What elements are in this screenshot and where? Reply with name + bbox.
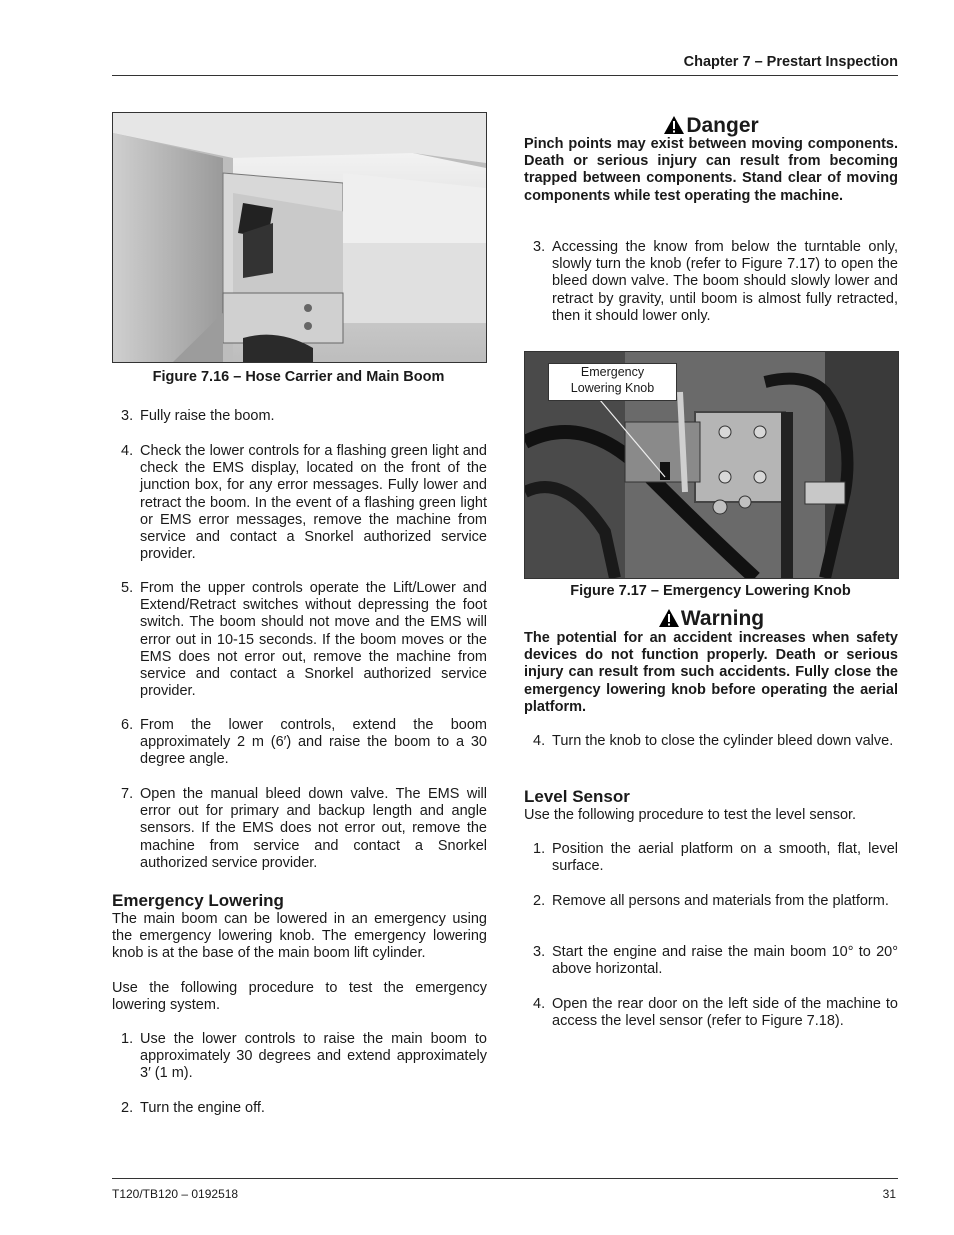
chapter-header: Chapter 7 – Prestart Inspection	[683, 54, 898, 70]
figure-7-16-photo	[112, 112, 487, 363]
warning-title: Warning	[524, 607, 898, 631]
warning-triangle-icon	[658, 608, 680, 628]
emergency-intro-2: Use the following procedure to test the emergency lowering system.	[112, 980, 487, 1014]
list-item: 4. Turn the knob to close the cylinder bleed down valve.	[533, 733, 894, 749]
warning-text: The potential for an accident increases when safety devices do not function properly. Death or serious injury can result from such accidents. Fully close the emergency lowering knob before operating the aerial platform.	[524, 630, 898, 715]
warning-triangle-icon	[663, 115, 685, 135]
figure-7-17-caption: Figure 7.17 – Emergency Lowering Knob	[570, 583, 851, 599]
footer-rule	[112, 1178, 898, 1179]
list-item: 2. Remove all persons and materials from the platform.	[533, 893, 889, 909]
danger-title: Danger	[524, 114, 898, 138]
emergency-lowering-knob-callout: Emergency Lowering Knob	[548, 363, 677, 401]
list-item: 6. From the lower controls, extend the boom approximately 2 m (6′) and raise the boom to a 30 degree angle.	[121, 717, 487, 768]
level-sensor-heading: Level Sensor	[524, 787, 630, 806]
level-sensor-intro: Use the following procedure to test the level sensor.	[524, 807, 857, 823]
emergency-intro: The main boom can be lowered in an emergency using the emergency lowering knob. The emergency lowering knob is at the base of the main boom lift cylinder.	[112, 911, 487, 962]
figure-7-16-caption: Figure 7.16 – Hose Carrier and Main Boom	[152, 369, 445, 385]
list-item: 4. Open the rear door on the left side of the machine to access the level sensor (refer to Figure 7.18).	[533, 996, 898, 1030]
page-number: 31	[882, 1187, 896, 1201]
header-rule	[112, 75, 898, 76]
list-item: 7. Open the manual bleed down valve. The EMS will error out for primary and backup length and angle sensors. If the EMS does not error out, remove the machine from service and contact a Snorkel authorized service provider.	[121, 786, 487, 871]
list-item: 3. Start the engine and raise the main boom 10° to 20° above horizontal.	[533, 944, 898, 978]
danger-text: Pinch points may exist between moving components. Death or serious injury can result from becoming trapped between components. Stand clear of moving components while test operating the machine.	[524, 136, 898, 204]
list-item: 3. Fully raise the boom.	[121, 408, 275, 424]
list-item: 3. Accessing the know from below the turntable only, slowly turn the knob (refer to Figure 7.17) to open the bleed down valve. The boom should slowly lower and retract by gravity, until boom is almost fully retracted, then it should lower only.	[533, 239, 898, 324]
list-item: 5. From the upper controls operate the Lift/Lower and Extend/Retract switches without depressing the foot switch. The boom should not move and the EMS will error out in 10-15 seconds. If the boom moves or the EMS does not error out, remove the machine from service and contact a Snorkel authorized service provider.	[121, 580, 487, 700]
footer-model: T120/TB120 – 0192518	[112, 1187, 239, 1201]
list-item: 1. Use the lower controls to raise the main boom to approximately 30 degrees and extend approximately 3′ (1 m).	[121, 1031, 487, 1082]
list-item: 2. Turn the engine off.	[121, 1100, 265, 1116]
list-item: 1. Position the aerial platform on a smooth, flat, level surface.	[533, 841, 898, 875]
list-item: 4. Check the lower controls for a flashing green light and check the EMS display, located on the front of the junction box, for any error messages. Fully lower and retract the boom. In the event of a flashing green light or EMS error messages, remove the machine from service and contact a Snorkel authorized service provider.	[121, 443, 487, 563]
emergency-lowering-heading: Emergency Lowering	[112, 891, 284, 910]
